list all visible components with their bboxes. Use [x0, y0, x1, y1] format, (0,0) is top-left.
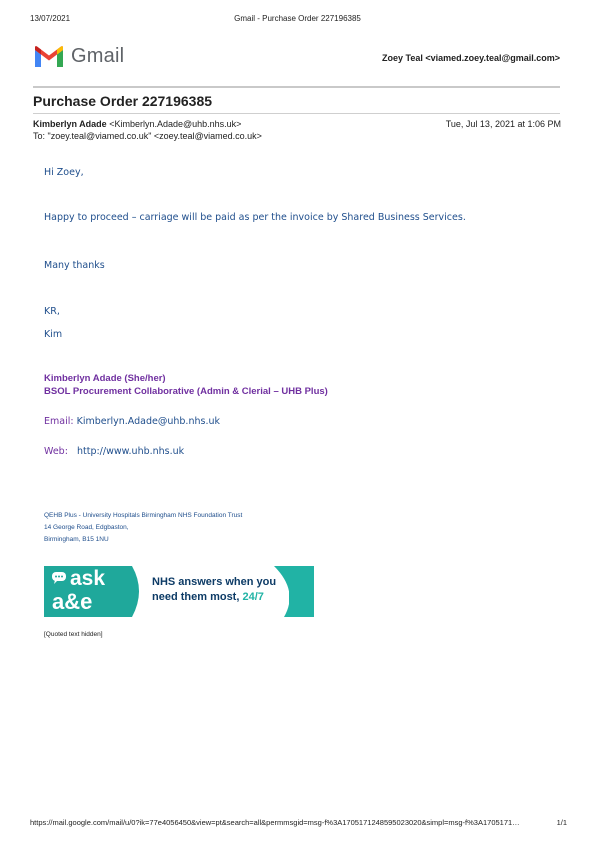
banner-line2-highlight: 24/7	[242, 591, 264, 603]
chat-bubble-icon	[52, 572, 66, 584]
email-subject: Purchase Order 227196385	[33, 93, 213, 109]
banner-line2	[152, 591, 264, 603]
print-footer-page: 1/1	[556, 818, 567, 827]
banner-line2-main: need them most,	[152, 591, 243, 603]
header-divider	[33, 86, 560, 88]
signature-email-row	[44, 416, 220, 427]
sender-email: <Kimberlyn.Adade@uhb.nhs.uk>	[109, 119, 242, 129]
recipient-line: To: "zoey.teal@viamed.co.uk" <zoey.teal@viamed.co.uk>	[33, 131, 262, 141]
signature-address-line2: Birmingham, B15 1NU	[44, 536, 109, 543]
signature-address-line1: 14 George Road, Edgbaston,	[44, 524, 129, 531]
body-line-kr: KR,	[44, 306, 60, 317]
signature-name: Kimberlyn Adade (She/her)	[44, 373, 166, 384]
account-label: Zoey Teal <viamed.zoey.teal@gmail.com>	[381, 53, 560, 63]
web-label: Web:	[44, 446, 68, 457]
banner-ask: ask	[70, 567, 106, 590]
signature-web-row	[44, 446, 184, 457]
gmail-wordmark: Gmail	[71, 45, 125, 67]
web-link[interactable]: http://www.uhb.nhs.uk	[76, 446, 185, 457]
body-line-kim: Kim	[44, 329, 63, 340]
signature-role: BSOL Procurement Collaborative (Admin & Clerial – UHB Plus)	[44, 386, 328, 397]
sent-date: Tue, Jul 13, 2021 at 1:06 PM	[445, 119, 561, 129]
email-label: Email:	[44, 416, 74, 427]
ask-ae-logo-panel	[44, 566, 139, 617]
ask-ae-banner[interactable]	[44, 566, 314, 617]
sender-name: Kimberlyn Adade	[33, 119, 107, 129]
print-header-title: Gmail - Purchase Order 227196385	[234, 14, 361, 23]
sender-line	[33, 119, 241, 129]
print-header-date: 13/07/2021	[30, 14, 71, 23]
quoted-text-toggle[interactable]: [Quoted text hidden]	[44, 631, 103, 638]
print-footer-url: https://mail.google.com/mail/u/0?ik=77e4056450&view=pt&search=all&permmsgid=msg-f%3A1705171248595023020&simpl=msg-f%3A1705171…	[30, 818, 520, 827]
banner-right-wave	[274, 566, 314, 617]
gmail-m-icon	[33, 45, 65, 69]
banner-ae: a&e	[52, 589, 93, 614]
subject-divider	[33, 113, 560, 114]
body-line-thanks: Many thanks	[44, 260, 105, 271]
banner-line1: NHS answers when you	[152, 576, 277, 588]
email-link[interactable]: Kimberlyn.Adade@uhb.nhs.uk	[76, 416, 220, 427]
signature-org: QEHB Plus - University Hospitals Birmingham NHS Foundation Trust	[44, 512, 243, 519]
body-line-proceed: Happy to proceed – carriage will be paid as per the invoice by Shared Business Services.	[44, 212, 466, 223]
gmail-logo[interactable]	[33, 43, 133, 71]
body-greeting: Hi Zoey,	[44, 167, 84, 178]
